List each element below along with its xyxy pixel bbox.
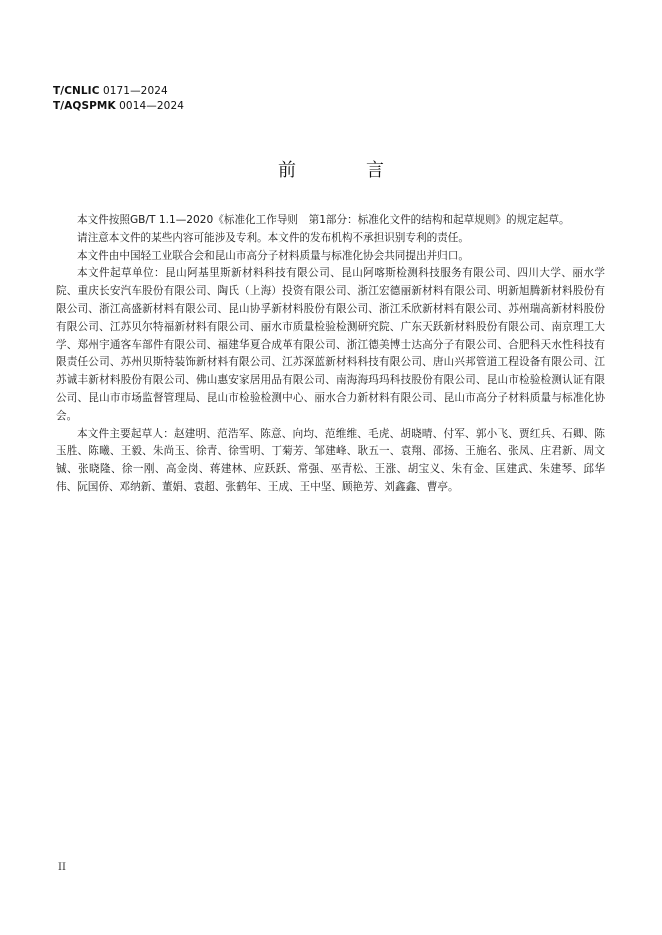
paragraph-drafting-units: 本文件起草单位：昆山阿基里斯新材料科技有限公司、昆山阿喀斯检测科技服务有限公司、四川大学、丽水学院、重庆长安汽车股份有限公司、陶氏（上海）投资有限公司、浙江宏德丽新材料有限公司、明新旭腾新材料股份有限公司、浙江高盛新材料有限公司、昆山协孚新材料股份有限公司、浙江禾欣新材料有限公司、苏州瑞高新材料股份有限公司、江苏贝尔特福新材料有限公司、丽水市质量检验检测研究院、广东天跃新材料股份有限公司、南京理工大学、郑州宇通客车部件有限公司、福建华夏合成革有限公司、浙江德美博士达高分子有限公司、合肥科天水性科技有限责任公司、苏州贝斯特装饰新材料有限公司、江苏深蓝新材料科技有限公司、唐山兴邦管道工程设备有限公司、江苏诚丰新材料股份有限公司、佛山惠安家居用品有限公司、南海海玛玛科技股份有限公司、昆山市检验检测认证有限公司、昆山市市场监督管理局、昆山市检验检测中心、丽水合力新材料有限公司、昆山市高分子材料质量与标准化协会。 xyxy=(56,267,605,422)
standard-codes xyxy=(53,84,184,114)
standard-code-2 xyxy=(53,99,184,114)
paragraph-patent-notice: 请注意本文件的某些内容可能涉及专利。本文件的发布机构不承担识别专利的责任。 xyxy=(77,231,469,244)
standard-code-2-number: 0014—2024 xyxy=(119,100,184,112)
page-title: 前 言 xyxy=(278,160,410,181)
page-number: II xyxy=(58,862,66,873)
standard-code-1 xyxy=(53,84,184,99)
paragraph-drafting-rules: 本文件按照GB/T 1.1—2020《标准化工作导则 第1部分：标准化文件的结构和起草规则》的规定起草。 xyxy=(77,214,570,226)
paragraph-drafters: 本文件主要起草人：赵建明、范浩军、陈意、向均、范维维、毛虎、胡晓晴、付军、郭小飞、贾红兵、石卿、陈玉胜、陈曦、王毅、朱尚玉、徐青、徐雪明、丁菊芳、邹建峰、耿五一、袁翔、邵扬、王施名、张凤、庄君新、周文铖、张晓隆、徐一刚、高金岗、蒋建林、应跃跃、常强、巫青松、王涨、胡宝义、朱有金、匡建武、朱建琴、邱华伟、阮国侨、邓纳新、董娟、袁超、张鹤年、王成、王中坚、顾艳芳、刘鑫鑫、曹亭。 xyxy=(56,427,605,493)
standard-code-2-prefix: T/AQSPMK xyxy=(53,100,116,112)
standard-code-1-prefix: T/CNLIC xyxy=(53,85,100,97)
foreword-body xyxy=(56,212,605,497)
standard-code-1-number: 0171—2024 xyxy=(102,85,168,97)
paragraph-proposer: 本文件由中国轻工业联合会和昆山市高分子材料质量与标准化协会共同提出并归口。 xyxy=(77,249,469,262)
